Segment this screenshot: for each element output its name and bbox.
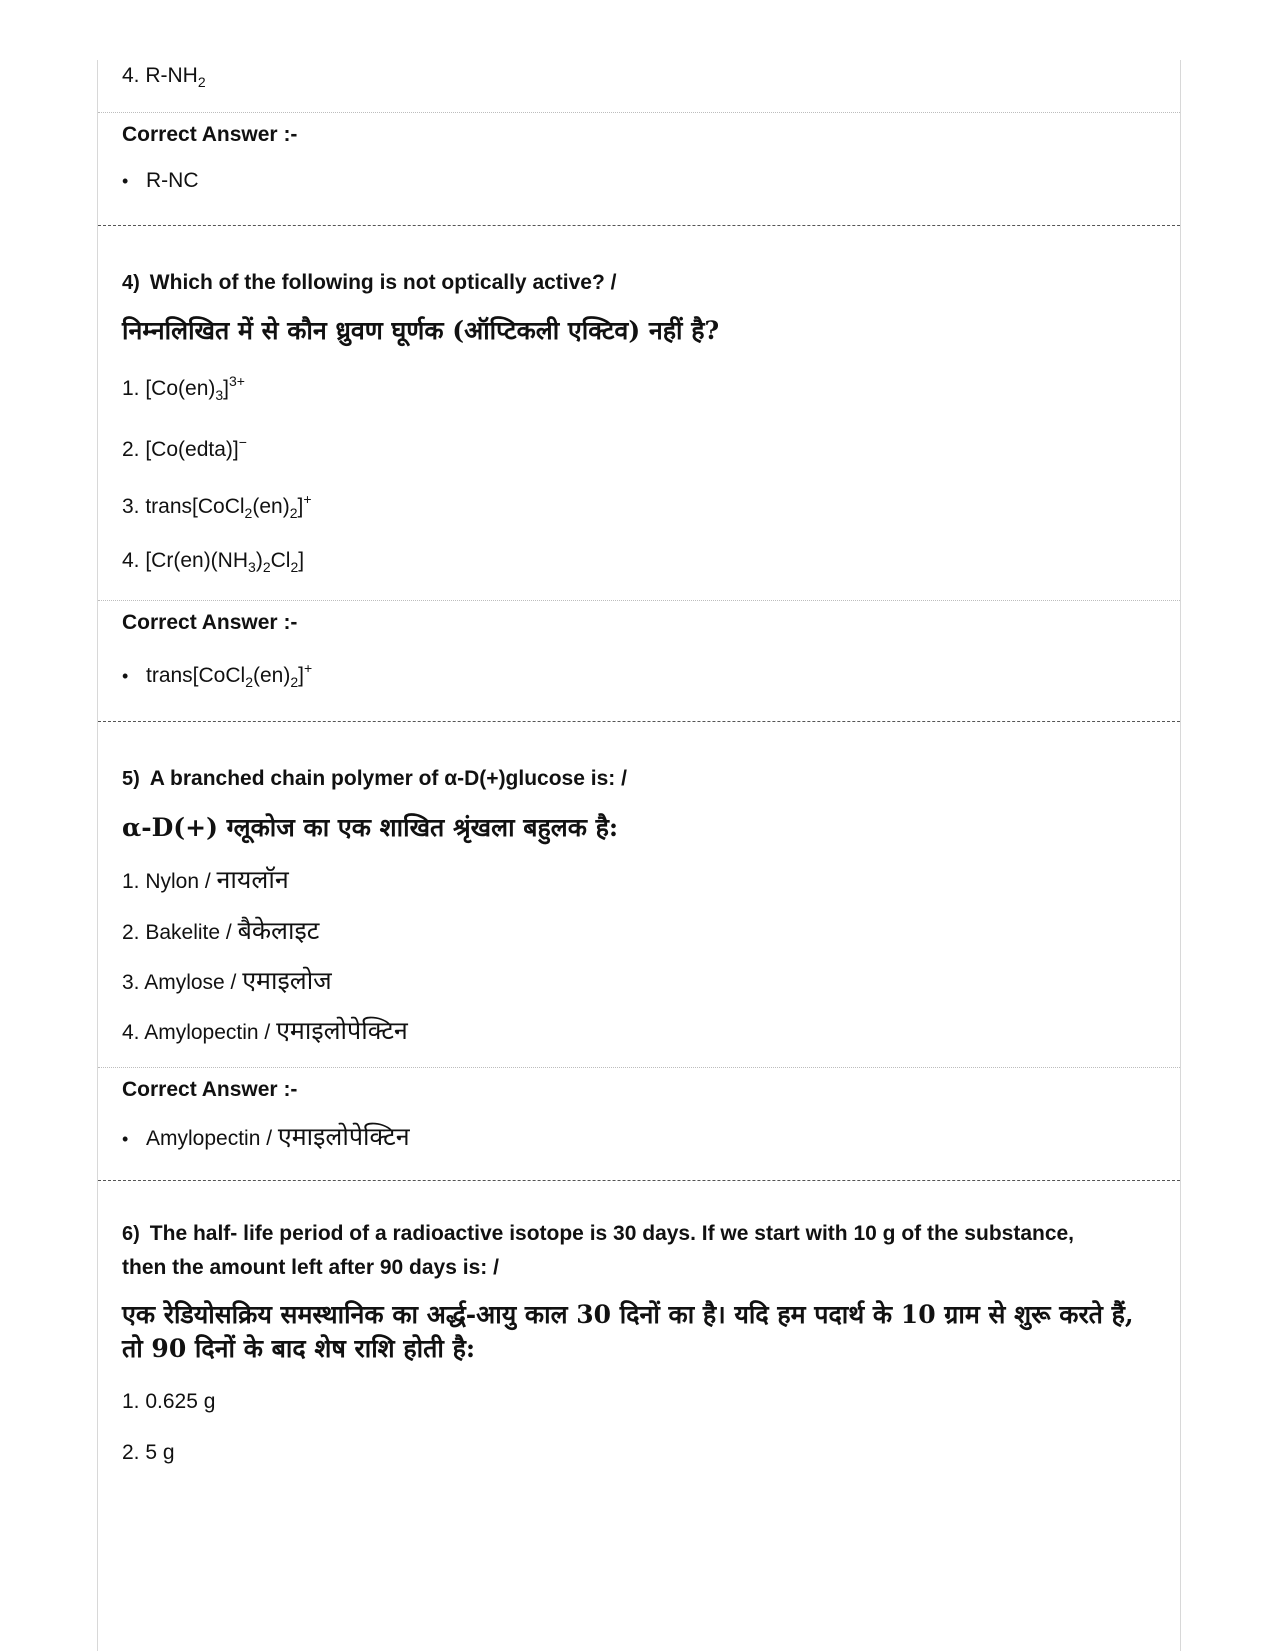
- q5-question-hi: α-D(+) ग्लूकोज का एक शाखित श्रृंखला बहुलक है:: [122, 813, 619, 842]
- q4-option-2: 2. [Co(edta)]−: [122, 434, 247, 461]
- q5-option-2: 2. Bakelite / बैकेलाइट: [122, 917, 320, 945]
- q6-option-1: 1. 0.625 g: [122, 1390, 216, 1413]
- bullet-icon: •: [122, 1129, 129, 1149]
- q5-question-en: 5) A branched chain polymer of α-D(+)glucose is: /: [122, 767, 627, 790]
- q5-option-1: 1. Nylon / नायलॉन: [122, 866, 289, 894]
- correct-answer-label: Correct Answer :-: [122, 611, 298, 634]
- q5-option-4: 4. Amylopectin / एमाइलोपेक्टिन: [122, 1017, 408, 1045]
- q4-option-3: 3. $trans[CoCl_2(en)_2]^+$: [122, 491, 312, 521]
- q5-correct-answer: • Amylopectin / एमाइलोपेक्टिन: [122, 1123, 410, 1151]
- q6-question-en: 6) The half- life period of a radioactive isotope is 30 days. If we start with 10 g of the substance, then the amount left after 90 days is: /: [122, 1222, 1075, 1279]
- q4-question-en: 4) Which of the following is not optically active? /: [122, 271, 617, 294]
- prev-correct-answer: • R-NC: [122, 167, 199, 195]
- prev-option-4: 4. $R-NH_2$: [122, 64, 206, 90]
- q4-option-1: 1. $[Co(en)_3]^{3+}$: [122, 373, 245, 403]
- option-divider: [98, 112, 1180, 113]
- q6-question-hi: एक रेडियोसक्रिय समस्थानिक का अर्द्ध-आयु काल 30 दिनों का है। यदि हम पदार्थ के 10 ग्राम से शुरू करते हैं, तो 90 दिनों के बाद शेष राशि होती है:: [122, 1300, 1134, 1363]
- q4-correct-answer: • $trans[CoCl_2(en)_2]^+$: [122, 660, 313, 690]
- question-separator: [98, 1180, 1180, 1181]
- option-divider: [98, 600, 1180, 601]
- question-paper-page: [97, 60, 1181, 1651]
- q4-question-hi: निम्नलिखित में से कौन ध्रुवण घूर्णक (ऑप्टिकली एक्टिव) नहीं है?: [122, 316, 720, 345]
- q5-option-3: 3. Amylose / एमाइलोज: [122, 967, 332, 995]
- bullet-icon: •: [122, 666, 129, 686]
- question-separator: [98, 721, 1180, 722]
- q4-option-4: 4. $[Cr(en)(NH_3)_2Cl_2]$: [122, 549, 305, 575]
- question-separator: [98, 225, 1180, 226]
- q6-option-2: 2. 5 g: [122, 1441, 175, 1464]
- option-divider: [98, 1067, 1180, 1068]
- bullet-icon: •: [122, 171, 129, 191]
- correct-answer-label: Correct Answer :-: [122, 123, 298, 146]
- correct-answer-label: Correct Answer :-: [122, 1078, 298, 1101]
